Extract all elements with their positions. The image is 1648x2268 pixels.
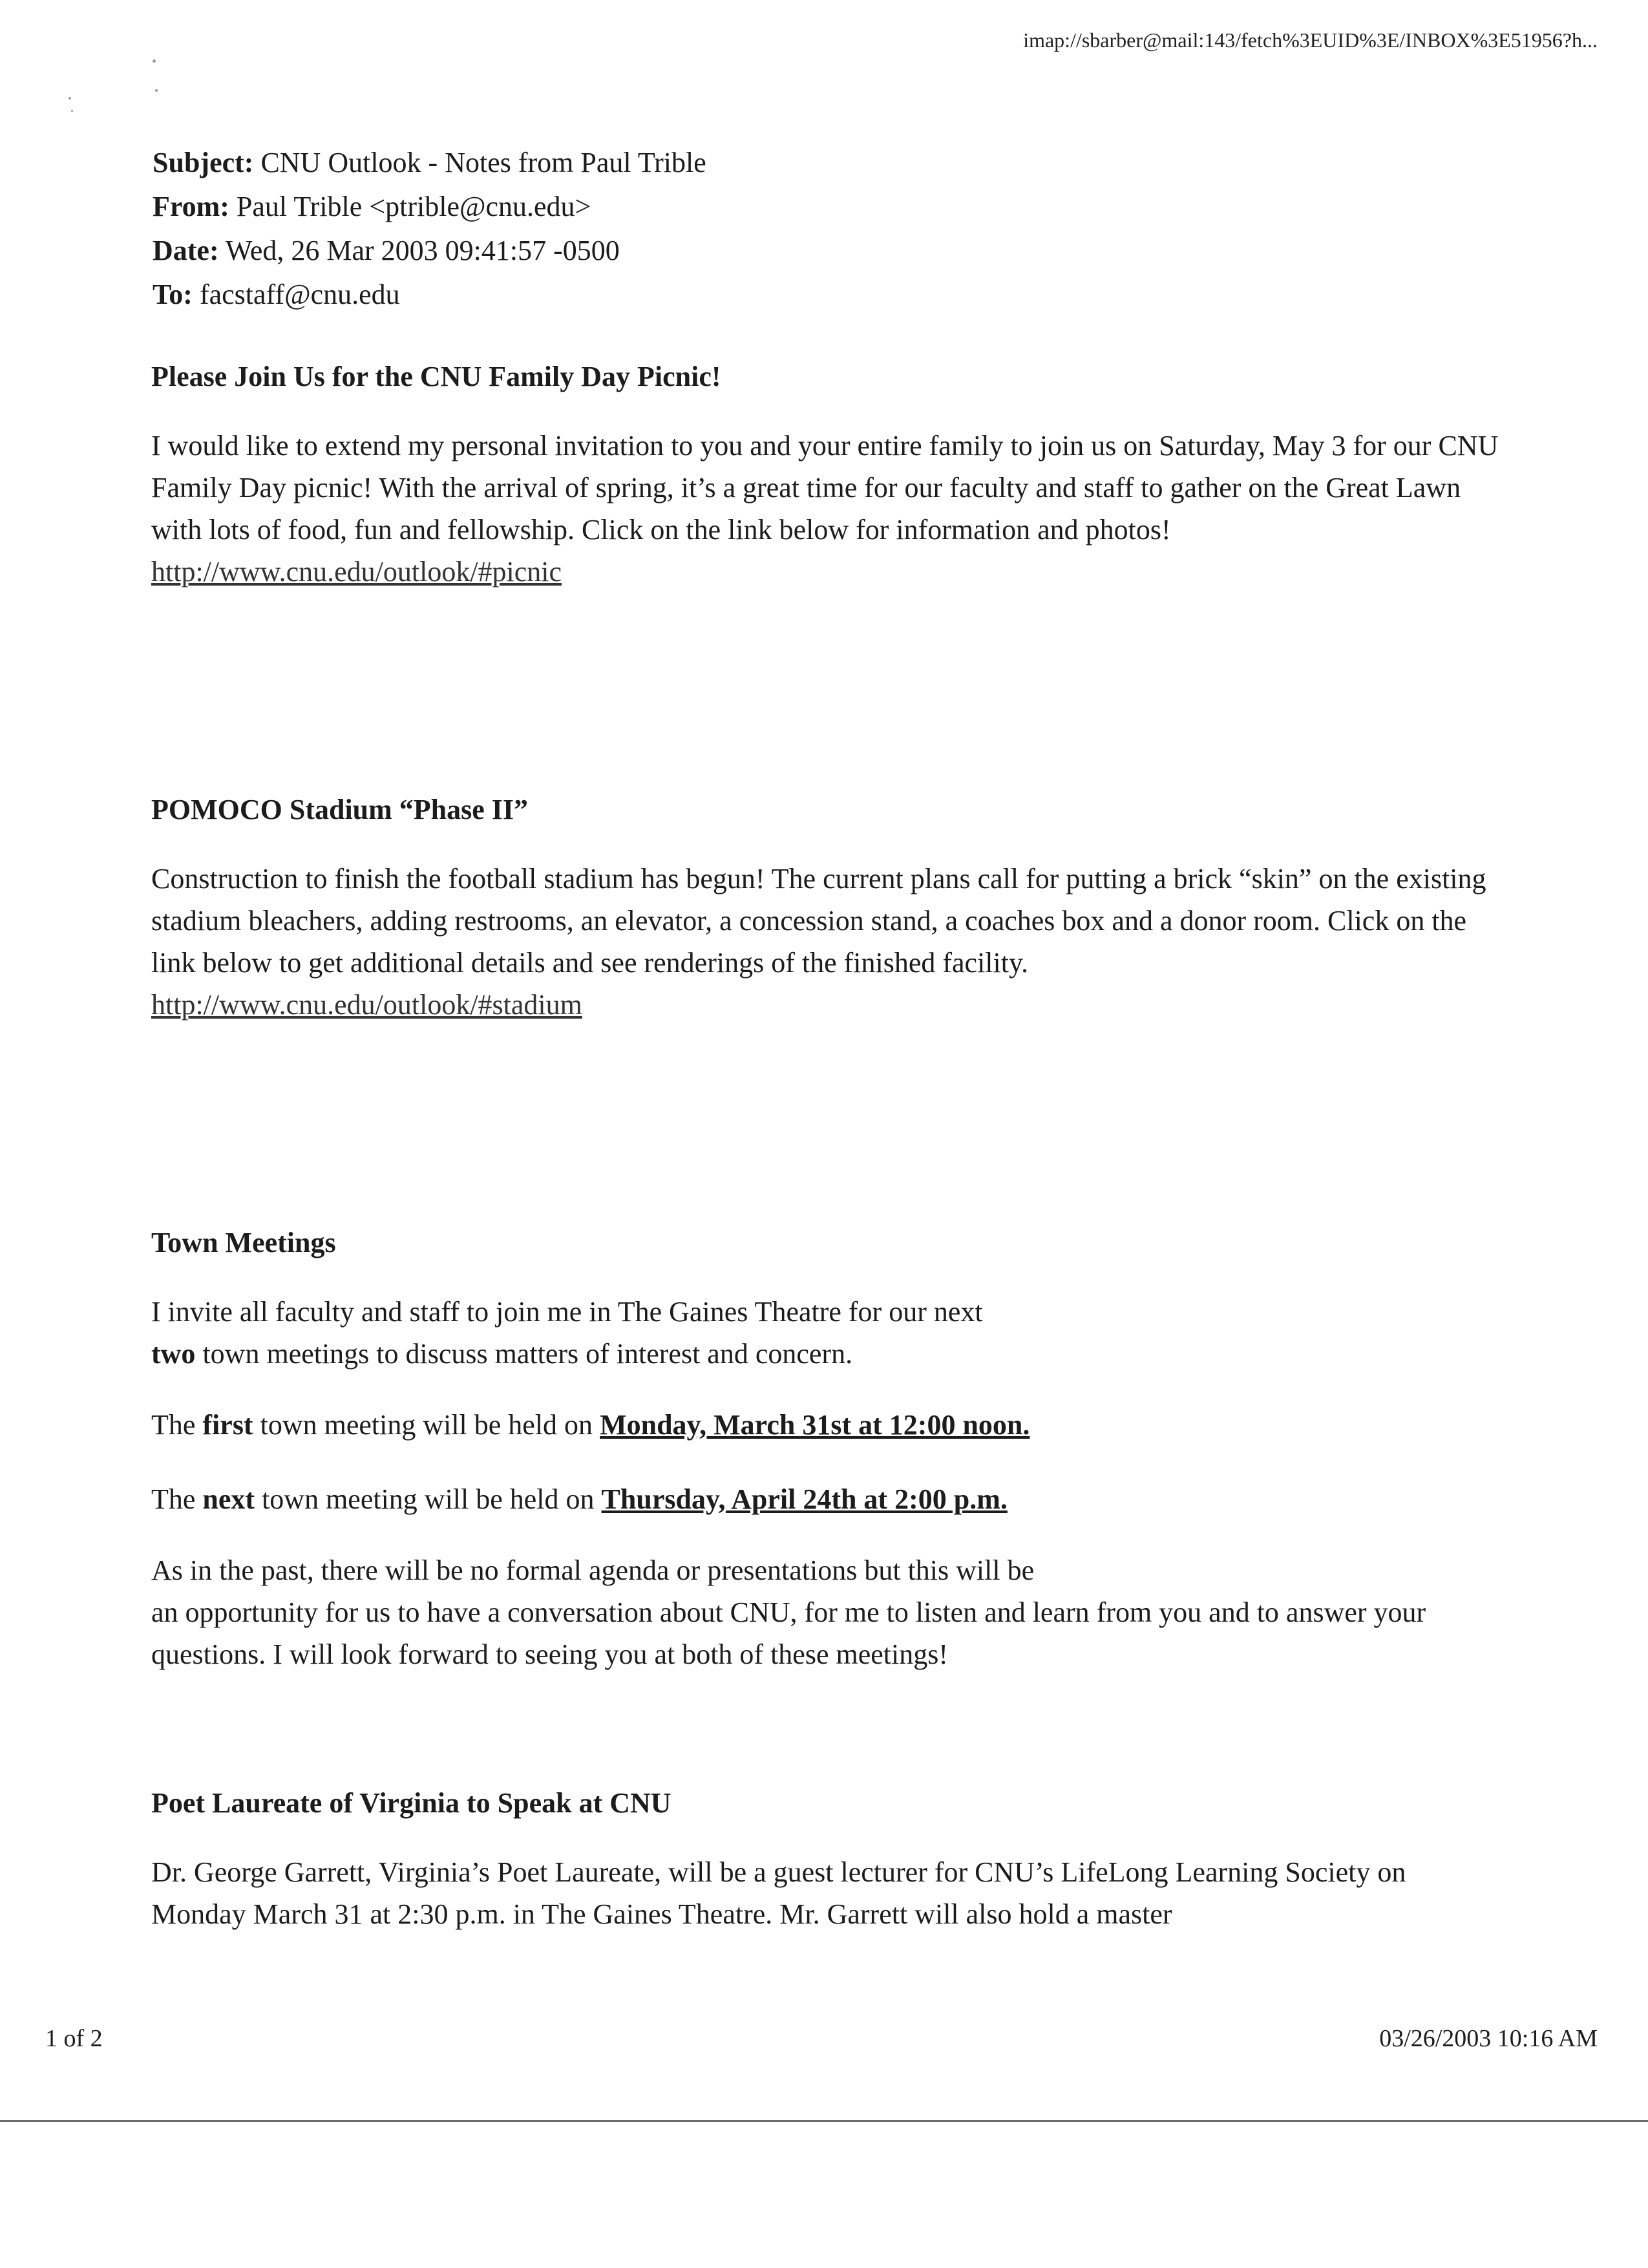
next-pre: The (151, 1483, 203, 1515)
next-bold: next (202, 1483, 255, 1515)
email-headers (153, 141, 706, 317)
page-number: 1 of 2 (45, 2025, 103, 2052)
stadium-link[interactable]: http://www.cnu.edu/outlook/#stadium (151, 989, 582, 1021)
next-meeting-date: Thursday, April 24th at 2:00 p.m. (601, 1483, 1008, 1515)
print-timestamp: 03/26/2003 10:16 AM (1379, 2025, 1598, 2052)
first-mid: town meeting will be held on (253, 1409, 600, 1441)
section-heading: Poet Laureate of Virginia to Speak at CNU (151, 1787, 671, 1819)
from-row (153, 185, 706, 229)
town-closing (151, 1549, 1502, 1675)
subject-row (153, 141, 706, 185)
first-meeting (151, 1404, 1502, 1446)
from-value: Paul Trible <ptrible@cnu.edu> (236, 191, 591, 222)
scan-speck (155, 89, 158, 92)
picnic-link[interactable]: http://www.cnu.edu/outlook/#picnic (151, 556, 562, 588)
date-value: Wed, 26 Mar 2003 09:41:57 -0500 (225, 235, 620, 266)
town-intro-bold: two (151, 1338, 196, 1370)
to-label: To: (153, 279, 193, 310)
first-pre: The (151, 1409, 203, 1441)
first-bold: first (202, 1409, 253, 1441)
section-heading: Please Join Us for the CNU Family Day Picnic! (151, 361, 721, 392)
section-body: Construction to finish the football stadium has begun! The current plans call for putting a brick “skin” on the existing stadium bleachers, adding restrooms, an elevator, a concession stand, a coaches box and a donor room. Click on the link below to get additional details and see renderings of the finished facility. (151, 863, 1486, 979)
section-heading: POMOCO Stadium “Phase II” (151, 794, 529, 825)
town-closing-line1: As in the past, there will be no formal agenda or presentations but this will be (151, 1554, 1035, 1586)
date-label: Date: (153, 235, 219, 266)
section-poet (151, 1784, 1502, 1935)
scan-speck (69, 97, 71, 100)
section-stadium (151, 790, 1502, 1026)
scan-speck (153, 59, 156, 63)
to-row (153, 273, 706, 317)
subject-label: Subject: (153, 147, 254, 178)
town-intro-line1: I invite all faculty and staff to join me in The Gaines Theatre for our next (151, 1296, 983, 1328)
section-town-meetings (151, 1224, 1502, 1675)
town-intro-line2: town meetings to discuss matters of interest and concern. (195, 1338, 853, 1370)
town-intro (151, 1291, 1502, 1375)
from-label: From: (153, 191, 229, 222)
to-value: facstaff@cnu.edu (199, 279, 400, 310)
town-closing-rest: an opportunity for us to have a conversation about CNU, for me to listen and learn from you and to answer your questions. I will look forward to seeing you at both of these meetings! (151, 1596, 1426, 1670)
scan-speck (71, 110, 73, 112)
section-heading: Town Meetings (151, 1227, 336, 1258)
section-body: I would like to extend my personal invitation to you and your entire family to join us on Saturday, May 3 for our CNU Family Day picnic! With the arrival of spring, it’s a great time for our faculty and staff to gather on the Great Lawn with lots of food, fun and fellowship. Click on the link below for information and photos! (151, 430, 1499, 546)
first-meeting-date: Monday, March 31st at 12:00 noon. (600, 1409, 1030, 1441)
next-mid: town meeting will be held on (255, 1483, 602, 1515)
next-meeting (151, 1478, 1502, 1520)
subject-value: CNU Outlook - Notes from Paul Trible (260, 147, 706, 178)
page-url: imap://sbarber@mail:143/fetch%3EUID%3E/INBOX%3E51956?h... (1023, 28, 1598, 52)
date-row (153, 229, 706, 273)
section-body: Dr. George Garrett, Virginia’s Poet Laureate, will be a guest lecturer for CNU’s LifeLong Learning Society on Monday March 31 at 2:30 p.m. in The Gaines Theatre. Mr. Garrett will also hold a master (151, 1856, 1406, 1930)
section-picnic (151, 357, 1502, 593)
scan-edge-line (0, 2120, 1648, 2122)
